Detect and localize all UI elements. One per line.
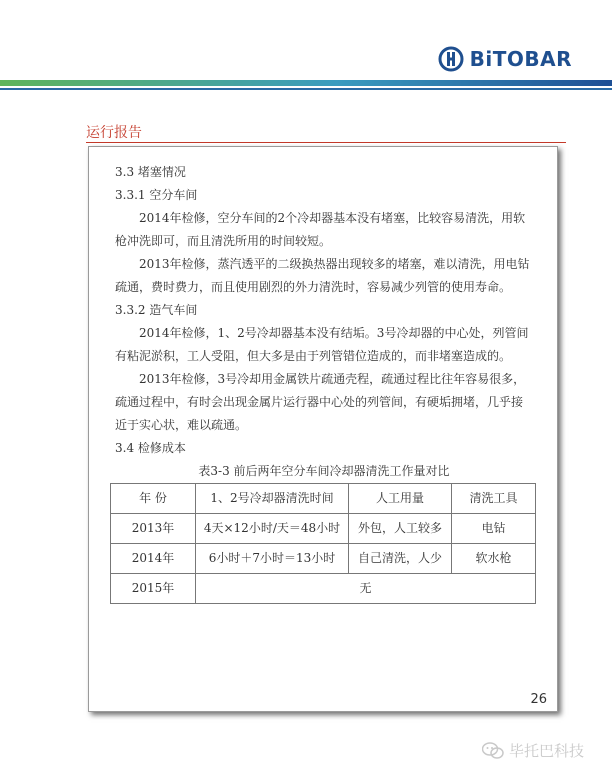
table-header-cell: 清洗工具 bbox=[452, 484, 536, 514]
table-cell: 2014年 bbox=[111, 544, 196, 574]
report-page bbox=[88, 146, 558, 712]
table-header-row bbox=[111, 484, 536, 514]
table-row bbox=[111, 574, 536, 604]
table-cell: 无 bbox=[196, 574, 536, 604]
report-content bbox=[115, 161, 533, 604]
wechat-icon bbox=[482, 742, 504, 760]
watermark-text: 毕托巴科技 bbox=[509, 742, 585, 760]
watermark bbox=[482, 740, 584, 761]
header-stripe-thin bbox=[0, 88, 612, 90]
table-row bbox=[111, 544, 536, 574]
cost-comparison-table bbox=[110, 483, 536, 604]
paragraph-1: 2014年检修，空分车间的2个冷却器基本没有堵塞，比较容易清洗，用软枪冲洗即可，而且清洗所用的时间较短。 bbox=[115, 211, 526, 248]
table-title: 表3-3 前后两年空分车间冷却器清洗工作量对比 bbox=[198, 464, 450, 478]
table-header-cell: 年 份 bbox=[111, 484, 196, 514]
table-cell: 4天×12小时/天＝48小时 bbox=[196, 514, 349, 544]
table-cell: 2015年 bbox=[111, 574, 196, 604]
heading-3-3: 3.3 堵塞情况 bbox=[115, 165, 186, 179]
brand-name: BiTOBAR bbox=[469, 47, 572, 71]
brand-logo bbox=[438, 46, 572, 72]
table-header-cell: 人工用量 bbox=[349, 484, 452, 514]
table-cell: 6小时＋7小时＝13小时 bbox=[196, 544, 349, 574]
section-label: 运行报告 bbox=[86, 125, 142, 141]
paragraph-2: 2013年检修，蒸汽透平的二级换热器出现较多的堵塞，难以清洗，用电钻疏通，费时费力，而且使用剧烈的外力清洗时，容易减少列管的使用寿命。 bbox=[115, 257, 530, 294]
table-cell: 自己清洗，人少 bbox=[349, 544, 452, 574]
table-cell: 2013年 bbox=[111, 514, 196, 544]
header-stripe bbox=[0, 80, 612, 86]
heading-3-3-1: 3.3.1 空分车间 bbox=[115, 188, 198, 202]
paragraph-3: 2014年检修，1、2号冷却器基本没有结垢。3号冷却器的中心处，列管间有粘泥淤积，工人受阻，但大多是由于列管错位造成的，而非堵塞造成的。 bbox=[115, 326, 529, 363]
table-header-cell: 1、2号冷却器清洗时间 bbox=[196, 484, 349, 514]
page-header bbox=[0, 0, 612, 90]
bitobar-logo-icon bbox=[438, 46, 464, 72]
table-cell: 软水枪 bbox=[452, 544, 536, 574]
heading-3-4: 3.4 检修成本 bbox=[115, 441, 186, 455]
table-cell: 外包，人工较多 bbox=[349, 514, 452, 544]
section-rule bbox=[86, 142, 566, 143]
table-cell: 电钻 bbox=[452, 514, 536, 544]
paragraph-4: 2013年检修，3号冷却用金属铁片疏通壳程，疏通过程比往年容易很多，疏通过程中，有时会出现金属片运行器中心处的列管间，有硬垢拥堵，几乎接近于实心状，难以疏通。 bbox=[115, 372, 526, 432]
table-row bbox=[111, 514, 536, 544]
heading-3-3-2: 3.3.2 造气车间 bbox=[115, 303, 198, 317]
page-number: 26 bbox=[530, 692, 547, 707]
